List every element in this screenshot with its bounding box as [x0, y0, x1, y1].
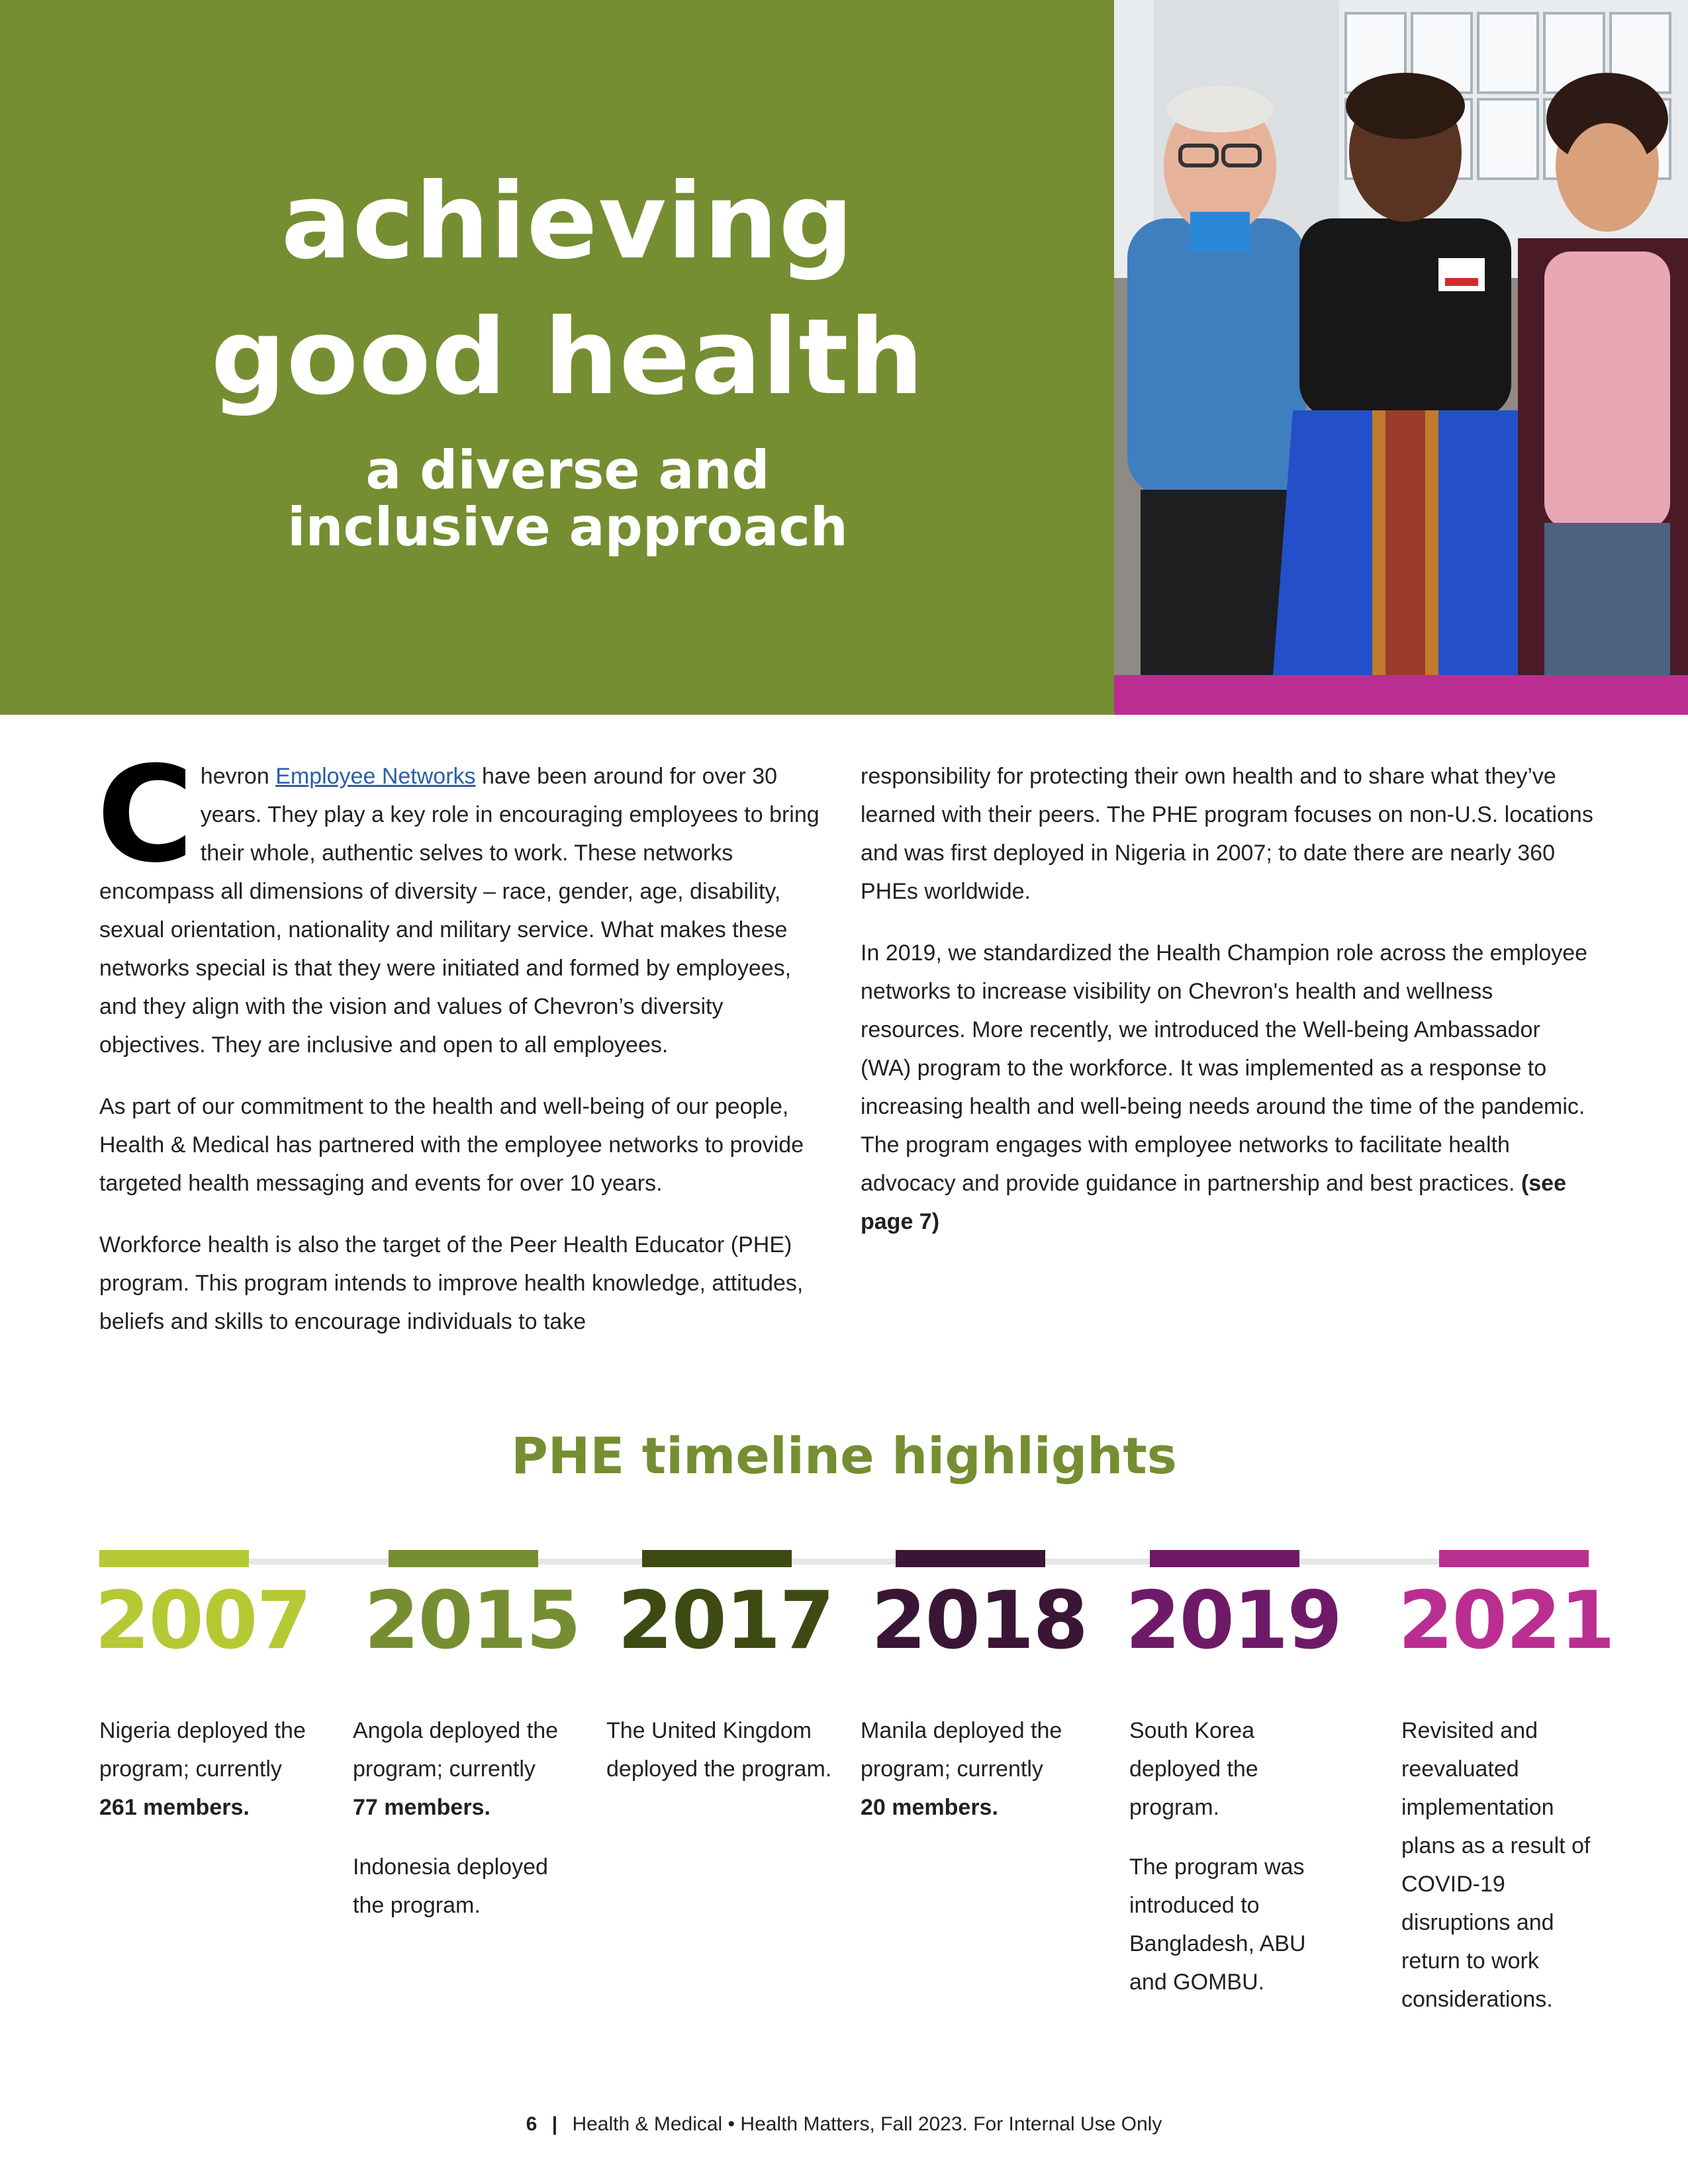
- article-paragraph-1: [97, 738, 827, 1064]
- timeline-entry-2021: [1401, 1711, 1593, 2040]
- timeline-entry-2015: [353, 1711, 585, 1946]
- article-column-left: [97, 738, 827, 1364]
- page-subtitle-line-1: a diverse and: [365, 439, 770, 501]
- timeline-track: [99, 1559, 1589, 1565]
- paragraph-5-text: In 2019, we standardized the Health Champion role across the employee networks to increase visibility on Chevron's health and wellness resources. More recently, we introduced the Well-being Ambassador (WA) program to the workforce. It was implemented as a response to increasing health and well-being needs around the time of the pandemic. The program engages with employee networks to facilitate health advocacy and provide guidance in partnership and best practices.: [861, 940, 1588, 1196]
- timeline-entry-text: Manila deployed the program; currently 20 members.: [861, 1718, 1062, 1820]
- timeline-bar-2021: [1439, 1550, 1589, 1567]
- timeline-entry-text-2: Indonesia deployed the program.: [353, 1854, 548, 1918]
- timeline-bar-2007: [99, 1550, 249, 1567]
- see-page-reference: (see page 7): [861, 1171, 1567, 1234]
- footer-separator: |: [551, 2113, 558, 2135]
- timeline-entry-text: South Korea deployed the program.: [1129, 1718, 1258, 1820]
- timeline-year-2007: 2007: [95, 1575, 310, 1667]
- member-count: 77 members.: [353, 1795, 491, 1820]
- timeline-bar-2015: [389, 1550, 538, 1567]
- timeline-year-2018: 2018: [871, 1575, 1087, 1667]
- page-number: 6: [526, 2113, 538, 2135]
- timeline-entry-text-2: The program was introduced to Bangladesh, ABU and GOMBU.: [1129, 1854, 1306, 1995]
- article-column-right: [861, 757, 1595, 1264]
- paragraph-1-rest: have been around for over 30 years. They play a key role in encouraging employees to bring their whole, authentic selves to work. These networks encompass all dimensions of diversity – race, gender, age, disability, sexual orientation, nationality and military service. What makes these networks special is that they were initiated and formed by employees, and they align with the vision and values of Chevron’s diversity objectives. They are inclusive and open to all employees.: [99, 764, 820, 1058]
- article-paragraph-2: As part of our commitment to the health and well-being of our people, Health & Medical has partnered with the employee networks to provide targeted health messaging and events for over 10 years.: [99, 1094, 804, 1196]
- page-title-line-1: achieving: [281, 161, 855, 283]
- timeline-bar-2017: [642, 1550, 792, 1567]
- timeline-entry-text: Nigeria deployed the program; currently 261 members.: [99, 1718, 306, 1820]
- timeline-year-2019: 2019: [1125, 1575, 1341, 1667]
- group-photo: [1114, 0, 1688, 675]
- paragraph-1-start: hevron: [200, 764, 276, 789]
- footer-text: Health & Medical • Health Matters, Fall 2023. For Internal Use Only: [572, 2113, 1162, 2135]
- timeline-year-2015: 2015: [364, 1575, 580, 1667]
- timeline-bar-2018: [896, 1550, 1045, 1567]
- timeline-bar-2019: [1150, 1550, 1299, 1567]
- timeline-entry-2017: [606, 1711, 838, 1809]
- timeline-entry-text: Revisited and reevaluated implementation plans as a result of COVID-19 disruptions and return to work considerations.: [1401, 1718, 1591, 2012]
- member-count: 20 members.: [861, 1795, 998, 1820]
- drop-cap: C: [97, 738, 194, 892]
- timeline-year-2021: 2021: [1398, 1575, 1614, 1667]
- timeline-entry-2019: [1129, 1711, 1328, 2023]
- timeline-entry-text: The United Kingdom deployed the program.: [606, 1718, 832, 1782]
- employee-networks-link[interactable]: Employee Networks: [275, 764, 476, 789]
- page-footer: [0, 2111, 1688, 2138]
- timeline-year-2017: 2017: [618, 1575, 833, 1667]
- photo-accent-bar: [1114, 675, 1688, 715]
- timeline-entry-2018: [861, 1711, 1092, 1848]
- page-title-line-2: good health: [211, 296, 925, 418]
- timeline-entry-2007: [99, 1711, 331, 1848]
- article-paragraph-4: responsibility for protecting their own health and to share what they’ve learned with their peers. The PHE program focuses on non-U.S. locations and was first deployed in Nigeria in 2007; to date there are nearly 360 PHEs worldwide.: [861, 764, 1593, 904]
- timeline-heading: PHE timeline highlights: [511, 1426, 1177, 1485]
- timeline-entry-text: Angola deployed the program; currently 77 members.: [353, 1718, 559, 1820]
- article-paragraph-3: Workforce health is also the target of the Peer Health Educator (PHE) program. This program intends to improve health knowledge, attitudes, beliefs and skills to encourage individuals to take: [99, 1232, 804, 1334]
- article-paragraph-5: [861, 934, 1595, 1241]
- member-count: 261 members.: [99, 1795, 250, 1820]
- page-subtitle-line-2: inclusive approach: [287, 496, 848, 558]
